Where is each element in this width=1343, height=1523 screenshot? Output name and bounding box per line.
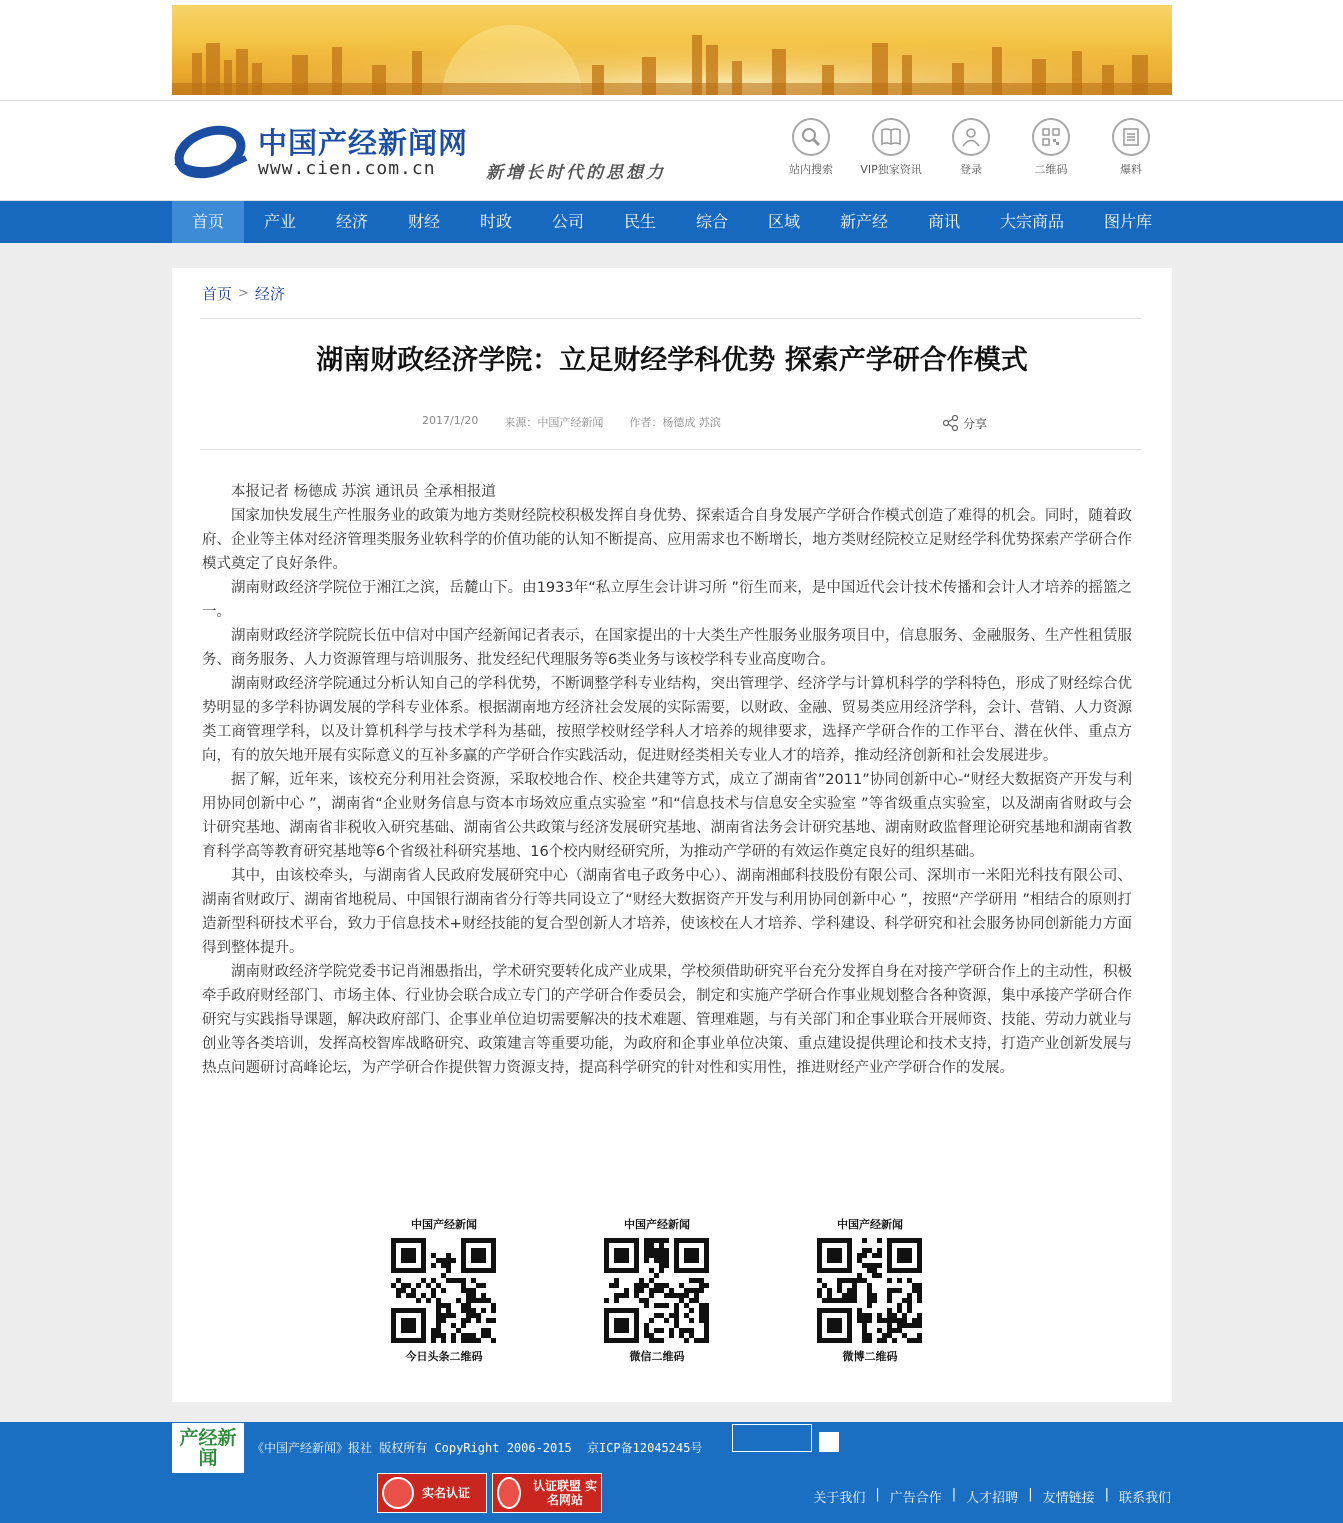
brand-url: www.cien.com.cn [258, 158, 436, 179]
nav-item-home[interactable]: 首页 [172, 201, 244, 243]
share-icon [942, 414, 960, 432]
tool-label: 爆料 [1120, 163, 1142, 176]
nav-item-politics[interactable]: 时政 [479, 212, 512, 231]
tool-search[interactable] [771, 118, 851, 177]
main-nav [0, 201, 1343, 243]
footer-link-ads[interactable]: 广告合作 [889, 1491, 942, 1506]
qrcode-section [172, 1216, 1172, 1376]
qrcode-head: 中国产经新闻 [624, 1218, 690, 1231]
nav-item-finance[interactable]: 财经 [407, 212, 440, 231]
qrcode-image [604, 1238, 710, 1344]
qrcode-head: 中国产经新闻 [411, 1218, 477, 1231]
qrcode-caption: 微博二维码 [842, 1350, 898, 1363]
breadcrumb [202, 283, 285, 304]
footer-logo-text: 产经新闻 [179, 1427, 237, 1469]
nav-item-company[interactable]: 公司 [551, 212, 584, 231]
article-title: 湖南财政经济学院：立足财经学科优势 探索产学研合作模式 [316, 345, 1028, 376]
footer-link-about[interactable]: 关于我们 [813, 1491, 866, 1506]
breadcrumb-home[interactable]: 首页 [202, 285, 233, 303]
article-paragraph: 湖南财政经济学院通过分析认知自己的学科优势，不断调整学科专业结构，突出管理学、经济学与计算机科学的学科特色，形成了财经综合优势明显的多学科协调发展的学科专业体系。根据湖南地方经济社会发展的实际需要，以财政、金融、贸易类应用经济学科，会计、营销、人力资源类工商管理学科，以及计算机科学与技术学科为基础，按照学校财经学科人才培养的规律要求，选择产学研合作的工作平台、潜在伙伴、重点方向，有的放矢地开展有实际意义的互补多赢的产学研合作实践活动，促进财经类相关专业人才的培养，推动经济创新和社会发展进步。 [202, 676, 1132, 764]
footer-image-placeholder[interactable] [732, 1424, 812, 1452]
divider: | [1104, 1487, 1109, 1502]
tool-vip[interactable] [851, 118, 931, 177]
nav-item-gallery[interactable]: 图片库 [1103, 212, 1152, 231]
footer-link-contact[interactable]: 联系我们 [1118, 1491, 1171, 1506]
copyright-text: 《中国产经新闻》报社 版权所有 CopyRight 2006-2015 [252, 1441, 572, 1455]
footer-links [813, 1487, 1171, 1506]
tool-label: 站内搜索 [789, 163, 833, 176]
article-date: 2017/1/20 [422, 414, 479, 427]
tool-label: VIP独家资讯 [860, 163, 922, 176]
article-card [172, 268, 1172, 1402]
search-icon [801, 127, 821, 147]
realname-badge[interactable] [377, 1473, 487, 1513]
nav-item-business-news[interactable]: 商讯 [927, 212, 960, 231]
seal-icon [382, 1477, 414, 1509]
city-skyline-image [172, 5, 1172, 95]
article-paragraph: 本报记者 杨德成 苏滨 通讯员 全承相报道 [231, 484, 496, 500]
tool-label: 登录 [960, 163, 982, 176]
divider: | [1028, 1487, 1033, 1502]
footer-logo[interactable] [172, 1423, 244, 1473]
tool-tipoff[interactable] [1091, 118, 1171, 177]
divider: | [875, 1487, 880, 1502]
header-divider [0, 100, 1343, 101]
book-icon [880, 127, 902, 147]
article-paragraph: 其中，由该校牵头，与湖南省人民政府发展研究中心（湖南省电子政务中心）、湖南湘邮科技股份有限公司、深圳市一米阳光科技有限公司、湖南省财政厅、湖南省地税局、中国银行湖南省分行等共同设立了“财经大数据资产开发与利用协同创新中心 ”，按照“产学研用 ”相结合的原则打造新型科研技术平台，致力于信息技术+财经技能的复合型创新人才培养，使该校在人才培养、学科建设、科学研究和社会服务协同创新能力方面得到整体提升。 [202, 868, 1132, 956]
qrcode-caption: 微信二维码 [629, 1350, 685, 1363]
nav-item-economy[interactable]: 经济 [335, 212, 368, 231]
divider: | [951, 1487, 957, 1502]
article-source: 来源：中国产经新闻 [504, 416, 604, 429]
header [0, 0, 1343, 201]
user-icon [961, 127, 981, 147]
tool-label: 二维码 [1034, 163, 1068, 176]
alliance-badge[interactable] [492, 1473, 602, 1513]
article-paragraph: 据了解，近年来，该校充分利用社会资源，采取校地合作、校企共建等方式，成立了湖南省”2011”协同创新中心-“财经大数据资产开发与利用协同创新中心 ”，湖南省“企业财务信息与资本市场效应重点实验室 ”和“信息技术与信息安全实验室 ”等省级重点实验室，以及湖南省财政与会计研究基地、湖南省非税收入研究基础、湖南省公共政策与经济发展研究基地、湖南省法务会计研究基地、湖南财政监督理论研究基地和湖南省教育科学高等教育研究基地等6个省级社科研究基地、16个校内财经研究所，为推动产学研的有效运作奠定良好的组织基础。 [202, 772, 1132, 860]
share-label: 分享 [963, 416, 988, 431]
site-logo[interactable] [172, 118, 692, 188]
footer [0, 1422, 1343, 1523]
badge-label: 认证联盟 实名网站 [532, 1479, 598, 1507]
article-meta [422, 414, 721, 430]
footer-link-friends[interactable]: 友情链接 [1042, 1491, 1095, 1506]
breadcrumb-section[interactable]: 经济 [254, 285, 285, 303]
tool-qrcode[interactable] [1011, 118, 1091, 177]
share-button[interactable] [942, 414, 987, 432]
qrcode-weibo [810, 1216, 930, 1364]
article-paragraph: 湖南财政经济学院院长伍中信对中国产经新闻记者表示，在国家提出的十大类生产性服务业服务项目中，信息服务、金融服务、生产性租赁服务、商务服务、人力资源管理与培训服务、批发经纪代理服务等6类业务与该校学科专业高度吻合。 [202, 628, 1132, 668]
footer-link-jobs[interactable]: 人才招聘 [966, 1491, 1019, 1506]
qrcode-wechat [597, 1216, 717, 1364]
article-paragraph: 国家加快发展生产性服务业的政策为地方类财经院校积极发挥自身优势、探索适合自身发展产学研合作模式创造了难得的机会。同时，随着政府、企业等主体对经济管理类服务业软科学的价值功能的认知不断提高、应用需求也不断增长，地方类财经院校立足财经学科优势探索产学研合作模式奠定了良好条件。 [202, 508, 1132, 572]
qrcode-head: 中国产经新闻 [837, 1218, 903, 1231]
article-paragraph: 湖南财政经济学院党委书记肖湘愚指出，学术研究要转化成产业成果，学校须借助研究平台充分发挥自身在对接产学研合作上的主动性，积极牵手政府财经部门、市场主体、行业协会联合成立专门的产学研合作委员会，制定和实施产学研合作事业规划整合各种资源，集中承接产学研合作研究与实践指导课题，解决政府部门、企事业单位迫切需要解决的技术难题、管理难题，与有关部门和企事业联合开展师资、技能、劳动力就业与创业等各类培训，发挥高校智库战略研究、政策建言等重要功能，为政府和企事业单位决策、重点建设提供理论和技术支持，打造产业创新发展与热点问题研讨高峰论坛，为产学研合作提供智力资源支持，提高科学研究的针对性和实用性，推进财经产业产学研合作的发展。 [202, 964, 1132, 1076]
nav-item-new-industry[interactable]: 新产经 [839, 212, 888, 231]
document-icon [1121, 127, 1141, 147]
banner-image[interactable] [172, 5, 1172, 95]
qrcode-image [817, 1238, 923, 1344]
article-body [202, 480, 1132, 1080]
nav-item-industry[interactable]: 产业 [263, 212, 296, 231]
article-paragraph: 湖南财政经济学院位于湘江之滨，岳麓山下。由1933年“私立厚生会计讲习所 ”衍生而来，是中国近代会计技术传播和会计人才培养的摇篮之一。 [202, 580, 1132, 620]
nav-item-region[interactable]: 区域 [767, 212, 800, 231]
article-author: 作者：杨德成 苏滨 [629, 416, 721, 429]
qrcode-caption: 今日头条二维码 [405, 1350, 483, 1363]
nav-item-general[interactable]: 综合 [695, 212, 728, 231]
divider [200, 449, 1142, 450]
qrcode-toutiao [384, 1216, 504, 1364]
icp-text[interactable]: 京ICP备12045245号 [586, 1441, 703, 1455]
chevron-right-icon: > [238, 286, 249, 301]
brand-name: 中国产经新闻网 [258, 126, 469, 160]
qrcode-image [391, 1238, 497, 1344]
brand-slogan: 新增长时代的思想力 [486, 163, 666, 183]
footer-copyright [252, 1439, 710, 1456]
header-toolbar [780, 118, 1160, 180]
badge-label: 实名认证 [422, 1486, 471, 1500]
nav-item-commodities[interactable]: 大宗商品 [999, 212, 1064, 231]
nav-item-livelihood[interactable]: 民生 [623, 212, 656, 231]
logo-emblem-icon [172, 118, 252, 188]
stats-icon[interactable] [819, 1432, 839, 1452]
seal-icon [497, 1477, 521, 1509]
divider [200, 318, 1142, 319]
qrcode-icon [1041, 127, 1061, 147]
tool-login[interactable] [931, 118, 1011, 177]
